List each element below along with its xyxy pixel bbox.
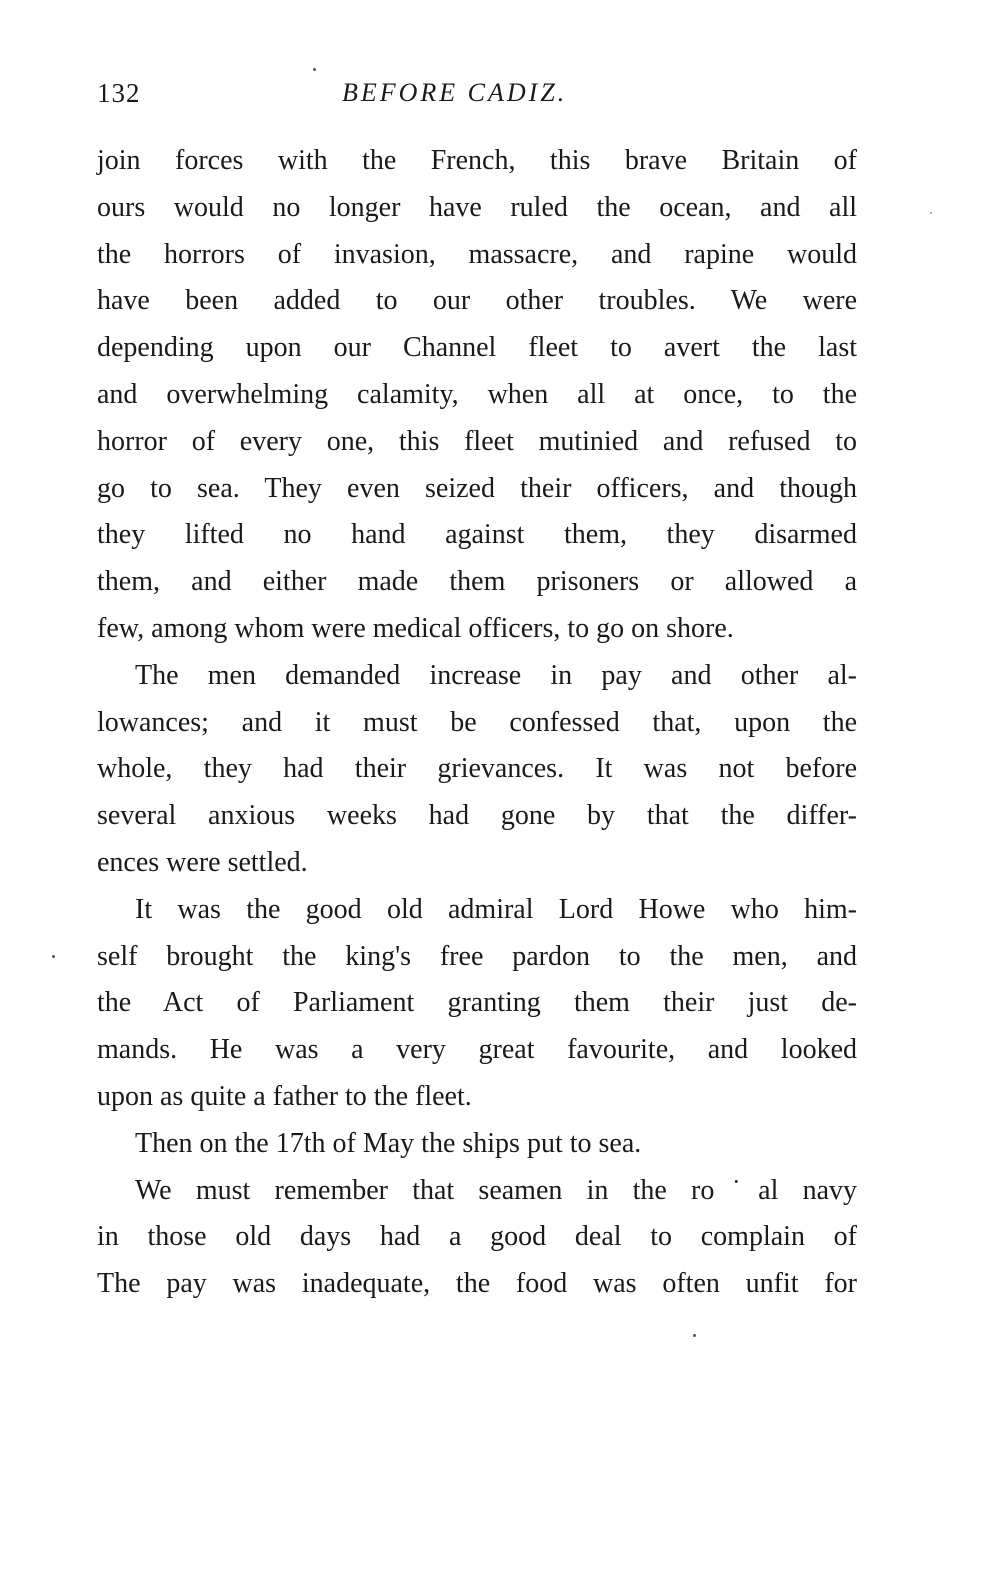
- text-line: It was the good old admiral Lord Howe who him-: [135, 893, 857, 925]
- print-speck: [313, 68, 316, 71]
- text-line: self brought the king's free pardon to the men, and: [97, 940, 857, 972]
- text-line: The pay was inadequate, the food was often unfit for: [97, 1268, 857, 1300]
- text-line: lowances; and it must be confessed that, upon the: [97, 706, 857, 738]
- text-line: upon as quite a father to the fleet.: [97, 1080, 472, 1112]
- text-line: mands. He was a very great favourite, and looked: [97, 1034, 857, 1066]
- text-line: in those old days had a good deal to complain of: [97, 1221, 857, 1253]
- text-line: We must remember that seamen in the ro˙al navy: [135, 1174, 857, 1206]
- text-line: ours would no longer have ruled the ocean, and all: [97, 191, 857, 223]
- text-line: ences were settled.: [97, 846, 308, 878]
- text-line: them, and either made them prisoners or allowed a: [97, 566, 857, 598]
- print-speck: [52, 955, 55, 958]
- running-title: BEFORE CADIZ.: [342, 78, 568, 107]
- text-line: and overwhelming calamity, when all at once, to the: [97, 378, 857, 410]
- text-line: few, among whom were medical officers, to go on shore.: [97, 612, 734, 644]
- print-speck: [930, 212, 932, 214]
- text-line: horror of every one, this fleet mutinied and refused to: [97, 425, 857, 457]
- text-line: go to sea. They even seized their officers, and though: [97, 472, 857, 504]
- print-speck: [693, 1334, 696, 1337]
- text-line: several anxious weeks had gone by that the differ-: [97, 800, 857, 832]
- running-head: [97, 78, 857, 114]
- text-line: the horrors of invasion, massacre, and rapine would: [97, 238, 857, 270]
- page-number: 132: [97, 78, 141, 108]
- text-line: have been added to our other troubles. We were: [97, 285, 857, 317]
- text-line: the Act of Parliament granting them their just de-: [97, 987, 857, 1019]
- text-line: The men demanded increase in pay and other al-: [135, 659, 857, 691]
- text-line: Then on the 17th of May the ships put to sea.: [135, 1127, 642, 1159]
- body-text: [97, 138, 857, 1308]
- text-line: whole, they had their grievances. It was not before: [97, 753, 857, 785]
- text-line: join forces with the French, this brave Britain of: [97, 145, 857, 176]
- text-line: they lifted no hand against them, they disarmed: [97, 519, 857, 551]
- text-line: depending upon our Channel fleet to avert the last: [97, 332, 857, 364]
